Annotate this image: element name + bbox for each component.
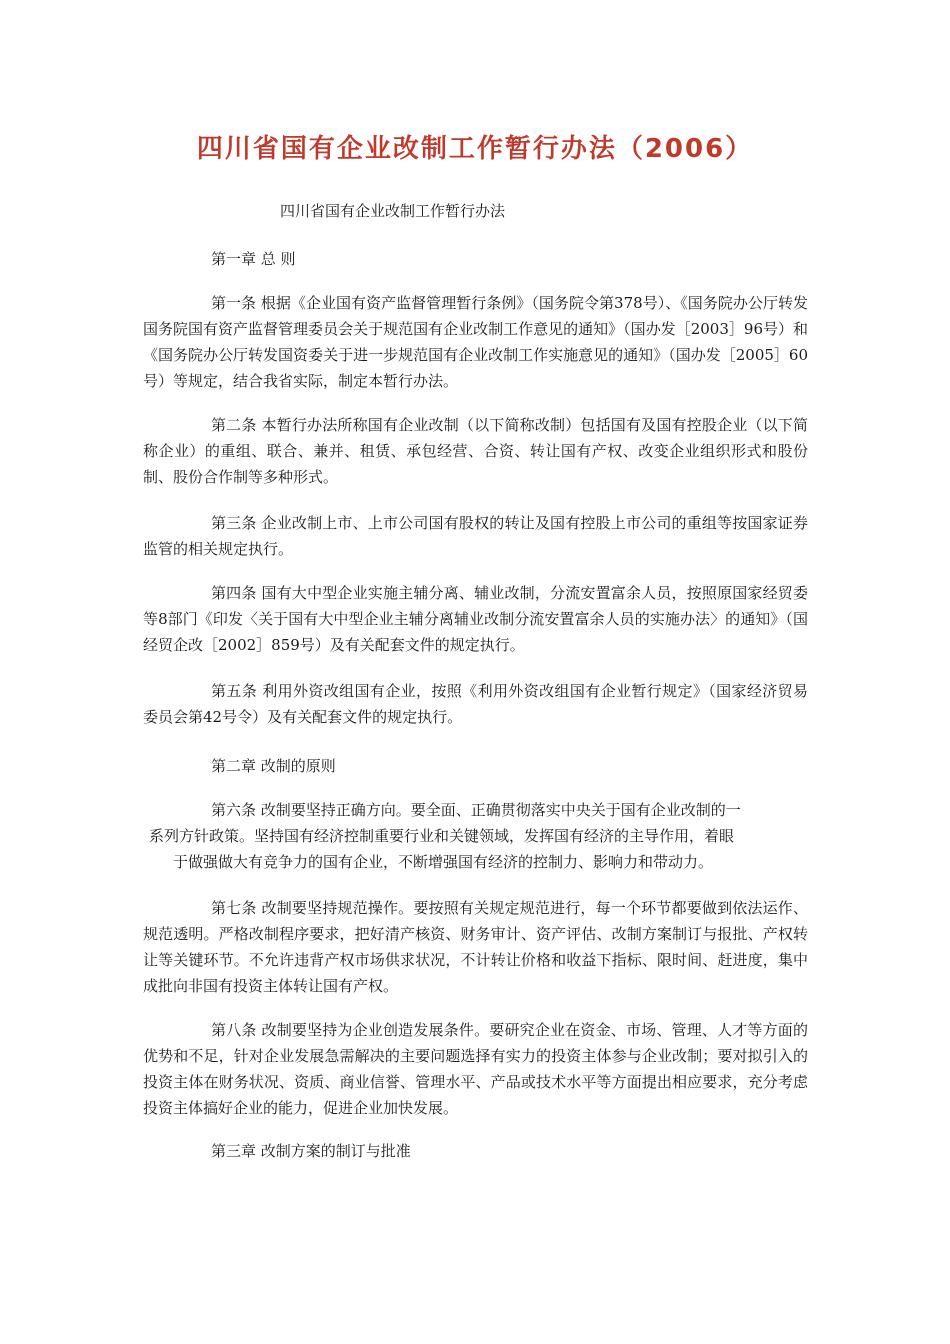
document-subtitle: 四川省国有企业改制工作暂行办法: [280, 202, 506, 220]
article-3: 第三条 企业改制上市、上市公司国有股权的转让及国有控股上市公司的重组等按国家证券监管的相关规定执行。: [143, 514, 808, 558]
article-2: 第二条 本暂行办法所称国有企业改制（以下简称改制）包括国有及国有控股企业（以下简称企业）的重组、联合、兼并、租赁、承包经营、合资、转让国有产权、改变企业组织形式和股份制、股份合作制等多种形式。: [143, 416, 808, 486]
chapter-heading-3: 第三章 改制方案的制订与批准: [211, 1142, 411, 1160]
article-6: [143, 797, 808, 875]
article-8: 第八条 改制要坚持为企业创造发展条件。要研究企业在资金、市场、管理、人才等方面的优势和不足，针对企业发展急需解决的主要问题选择有实力的投资主体参与企业改制；要对拟引入的投资主体在财务状况、资质、商业信誉、管理水平、产品或技术水平等方面提出相应要求，充分考虑投资主体搞好企业的能力，促进企业加快发展。: [143, 1021, 808, 1117]
article-6-line-1: 第六条 改制要坚持正确方向。要全面、正确贯彻落实中央关于国有企业改制的一: [211, 801, 741, 819]
article-6-line-2: 系列方针政策。坚持国有经济控制重要行业和关键领域，发挥国有经济的主导作用，着眼: [149, 827, 735, 845]
article-5: 第五条 利用外资改组国有企业，按照《利用外资改组国有企业暂行规定》（国家经济贸易委员会第42号令）及有关配套文件的规定执行。: [143, 682, 808, 726]
document-title: 四川省国有企业改制工作暂行办法（2006）: [196, 134, 754, 164]
article-6-line-3: 于做强做大有竞争力的国有企业，不断增强国有经济的控制力、影响力和带动力。: [173, 853, 714, 871]
chapter-heading-2: 第二章 改制的原则: [211, 757, 336, 775]
article-1: 第一条 根据《企业国有资产监督管理暂行条例》（国务院令第378号）、《国务院办公厅转发国务院国有资产监督管理委员会关于规范国有企业改制工作意见的通知》（国办发［2003］96号）和《国务院办公厅转发国资委关于进一步规范国有企业改制工作实施意见的通知》（国办发［2005］60号）等规定，结合我省实际，制定本暂行办法。: [143, 294, 808, 390]
chapter-heading-1: 第一章 总 则: [211, 250, 296, 268]
article-4: 第四条 国有大中型企业实施主辅分离、辅业改制，分流安置富余人员，按照原国家经贸委等8部门《印发〈关于国有大中型企业主辅分离辅业改制分流安置富余人员的实施办法〉的通知》（国经贸企改［2002］859号）及有关配套文件的规定执行。: [143, 584, 808, 654]
article-7: 第七条 改制要坚持规范操作。要按照有关规定规范进行，每一个环节都要做到依法运作、规范透明。严格改制程序要求，把好清产核资、财务审计、资产评估、改制方案制订与报批、产权转让等关键环节。不允许违背产权市场供求状况，不计转让价格和收益下指标、限时间、赶进度，集中成批向非国有投资主体转让国有产权。: [143, 899, 808, 995]
